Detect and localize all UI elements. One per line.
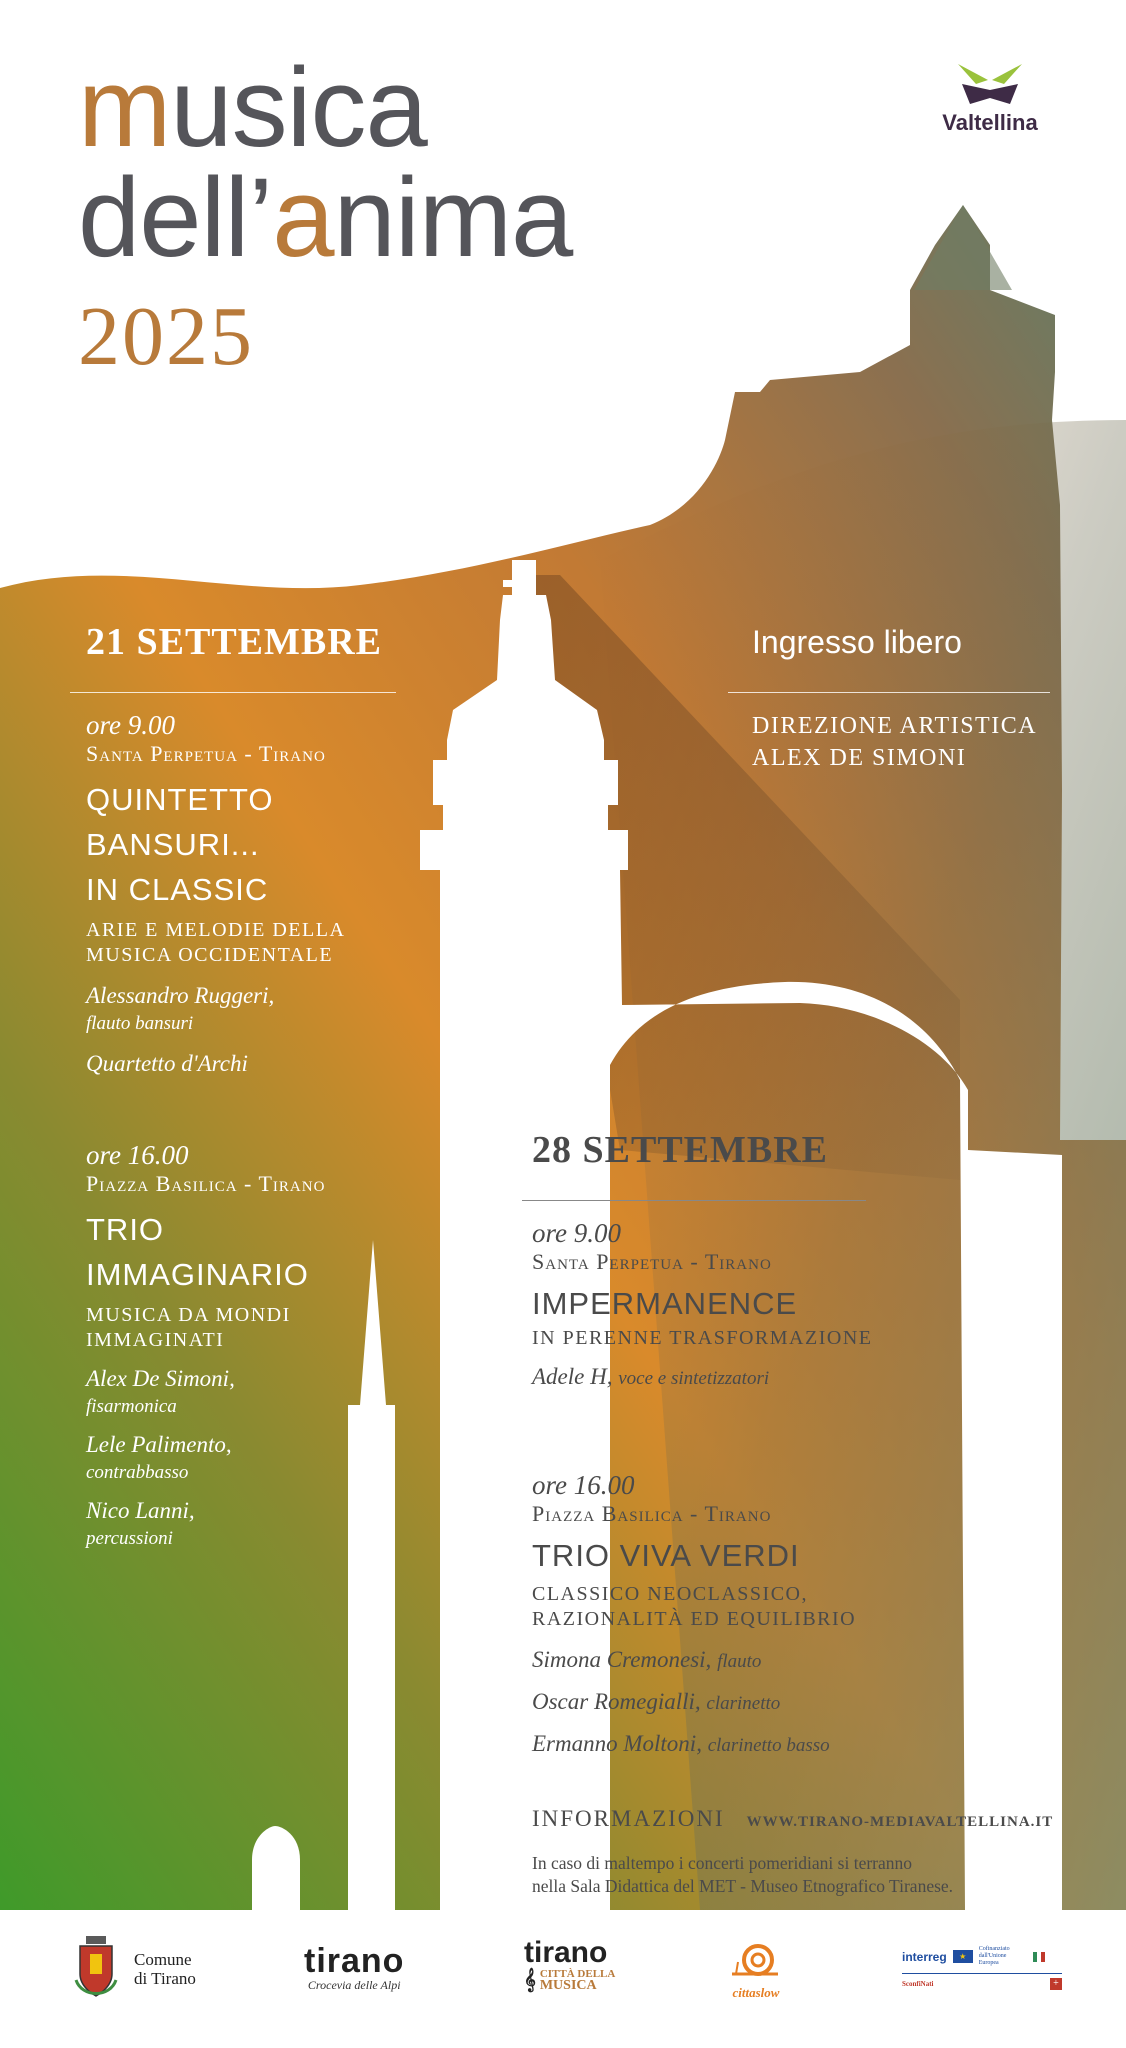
- performer: Quartetto d'Archi: [86, 1051, 248, 1076]
- event-title: TRIO VIVA VERDI: [532, 1538, 800, 1573]
- event-place: Santa Perpetua - Tirano: [86, 741, 326, 766]
- coat-of-arms-icon: [72, 1934, 120, 2004]
- event-time: ore 9.00: [86, 710, 175, 740]
- performer: Adele H, voce e sintetizzatori: [532, 1364, 770, 1389]
- day2-date: 28 SETTEMBRE: [532, 1129, 829, 1171]
- info-block: [532, 1806, 1053, 1832]
- event-subtitle: MUSICA DA MONDI IMMAGINATI: [86, 1304, 291, 1351]
- valtellina-wordmark: Valtellina: [942, 110, 1038, 135]
- event-time: ore 16.00: [532, 1470, 635, 1500]
- day1-date: 21 SETTEMBRE: [86, 621, 383, 663]
- event-subtitle: ARIE E MELODIE DELLA MUSICA OCCIDENTALE: [86, 919, 346, 966]
- day2-event-2: [532, 1470, 1072, 1760]
- info-label: INFORMAZIONI: [532, 1806, 725, 1831]
- cittaslow-logo: cittaslow: [728, 1940, 784, 2001]
- artistic-direction: DIREZIONE ARTISTICA ALEX DE SIMONI: [752, 713, 1038, 771]
- performer: Alex De Simoni, fisarmonica: [86, 1366, 235, 1417]
- performer: Ermanno Moltoni, clarinetto basso: [532, 1731, 830, 1756]
- performer: Oscar Romegialli, clarinetto: [532, 1689, 781, 1714]
- event-title: QUINTETTO BANSURI... IN CLASSIC: [86, 782, 274, 907]
- valtellina-mark-icon: [940, 58, 1040, 110]
- performer: Nico Lanni, percussioni: [86, 1498, 195, 1549]
- tirano-crocevia-logo: tirano Crocevia delle Alpi: [304, 1942, 405, 1992]
- weather-note: In caso di maltempo i concerti pomeridiani si terranno nella Sala Didattica del MET - Museo Etnografico Tiranese.: [532, 1853, 954, 1896]
- title-line-2: dell’anima: [78, 155, 573, 280]
- comune-di-tirano-logo: Comune di Tirano: [72, 1934, 196, 2004]
- event-place: Piazza Basilica - Tirano: [532, 1501, 772, 1526]
- event-title: IMPERMANENCE: [532, 1286, 798, 1321]
- day1-event-1: [86, 710, 416, 1078]
- tirano-citta-della-musica-logo: tirano 𝄞 CITTÀ DELLA MUSICA: [524, 1936, 616, 1993]
- day1-rule: [70, 692, 396, 693]
- performer: Alessandro Ruggeri, flauto bansuri: [86, 983, 275, 1034]
- interreg-logo: interreg ★ Cofinanziato dall'Unione Europea SconfiNati +: [902, 1946, 1062, 1990]
- day2-event-1: [532, 1218, 1002, 1393]
- clef-icon: 𝄞: [524, 1968, 536, 1991]
- performer: Lele Palimento, contrabbasso: [86, 1432, 232, 1483]
- day2-rule: [522, 1200, 866, 1201]
- event-title: TRIO IMMAGINARIO: [86, 1212, 309, 1292]
- info-rule: [728, 692, 1050, 693]
- event-place: Santa Perpetua - Tirano: [532, 1249, 772, 1274]
- event-subtitle: IN PERENNE TRASFORMAZIONE: [532, 1327, 873, 1349]
- title-line-1: musica: [78, 45, 427, 170]
- event-time: ore 9.00: [532, 1218, 621, 1248]
- info-url-link[interactable]: WWW.TIRANO-MEDIAVALTELLINA.IT: [746, 1814, 1054, 1830]
- valtellina-logo: [930, 58, 1050, 136]
- snail-icon: [728, 1940, 784, 1980]
- entry-info: Ingresso libero: [752, 624, 962, 660]
- day1-event-2: [86, 1140, 416, 1553]
- event-time: ore 16.00: [86, 1140, 189, 1170]
- arch-doorway-shape: [252, 1826, 300, 1910]
- year: 2025: [78, 290, 254, 383]
- eu-flag-icon: ★: [953, 1950, 973, 1963]
- swiss-flag-icon: +: [1050, 1978, 1062, 1990]
- italy-flag-icon: [1033, 1952, 1045, 1962]
- event-subtitle: CLASSICO NEOCLASSICO, RAZIONALITÀ ED EQUILIBRIO: [532, 1583, 857, 1630]
- performer: Simona Cremonesi, flauto: [532, 1647, 762, 1672]
- event-place: Piazza Basilica - Tirano: [86, 1171, 326, 1196]
